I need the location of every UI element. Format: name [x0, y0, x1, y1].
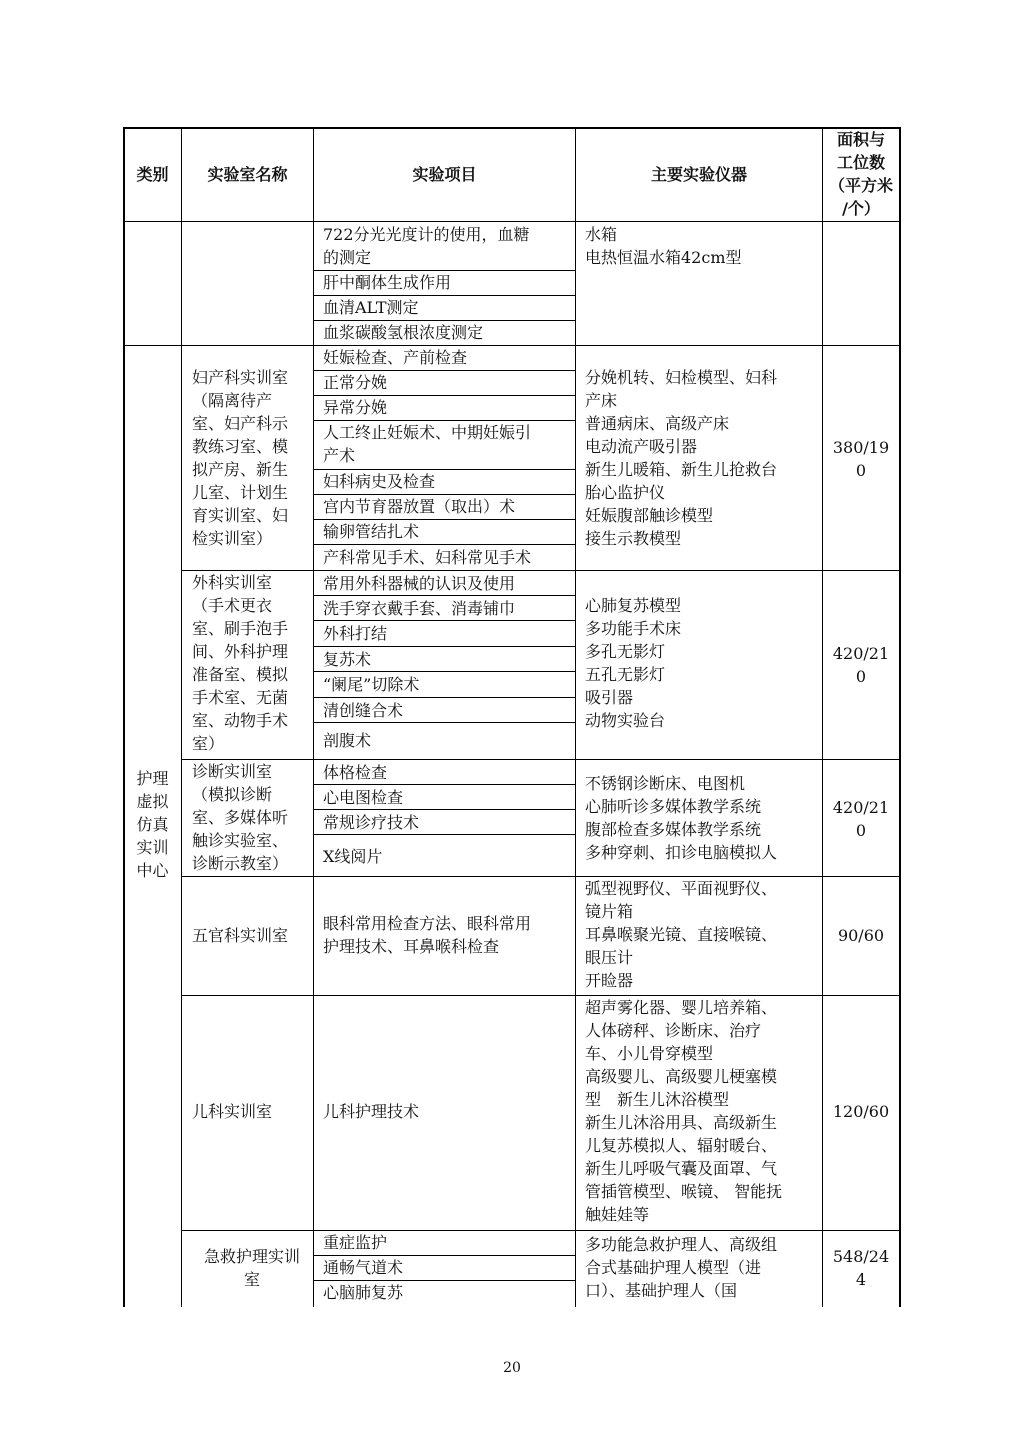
project-cell: 心脑肺复苏	[323, 1283, 404, 1302]
header-room-name: 实验室名称	[207, 165, 288, 184]
room-name-pediatrics: 儿科实训室	[192, 1102, 273, 1121]
room-name-obstetrics: 妇产科实训室 （隔离待产 室、妇产科示 教练习室、模 拟产房、新生 儿室、计划生 育实训室、妇 检实训室）	[192, 368, 289, 548]
header-category: 类别	[136, 165, 169, 184]
project-cell: 血清ALT测定	[323, 298, 419, 317]
instruments-cell: 不锈钢诊断床、电图机 心肺听诊多媒体教学系统 腹部检查多媒体教学系统 多种穿刺、扣诊电脑模拟人	[585, 774, 778, 862]
project-cell: 剖腹术	[323, 731, 372, 750]
project-cell: 外科打结	[323, 624, 388, 643]
area-cell: 548/24 4	[832, 1247, 890, 1289]
category-cell: 护理 虚拟 仿真 实训 中心	[136, 769, 169, 880]
project-cell: 人工终止妊娠术、中期妊娠引 产术	[323, 423, 532, 465]
area-cell: 380/19 0	[832, 438, 890, 480]
project-cell: 输卵管结扎术	[323, 522, 420, 541]
room-name-diagnosis: 诊断实训室 （模拟诊断 室、多媒体听 触诊实验室、 诊断示教室）	[192, 762, 289, 873]
project-cell: 722分光光度计的使用，血糖 的测定	[323, 225, 530, 267]
project-cell: 洗手穿衣戴手套、消毒铺巾	[323, 599, 516, 618]
room-name-surgery: 外科实训室 （手术更衣 室、刷手泡手 间、外科护理 准备室、模拟 手术室、无菌 室、动物手术 室）	[192, 573, 289, 753]
page-number: 20	[503, 1360, 521, 1376]
project-cell: “阑尾”切除术	[323, 675, 420, 694]
project-cell: 宫内节育器放置（取出）术	[323, 497, 516, 516]
area-cell: 420/21 0	[832, 798, 890, 840]
header-area: 面积与 工位数 （平方米 /个）	[828, 130, 893, 218]
project-cell: 妊娠检查、产前检查	[323, 348, 468, 367]
project-cell: 正常分娩	[323, 373, 388, 392]
project-cell: 眼科常用检查方法、眼科常用 护理技术、耳鼻喉科检查	[323, 914, 532, 956]
instruments-cell: 超声雾化器、婴儿培养箱、 人体磅秤、诊断床、治疗 车、小儿骨穿模型 高级婴儿、高级婴儿梗塞模 型 新生儿沐浴模型 新生儿沐浴用具、高级新生 儿复苏模拟人、辐射暖台、 新生儿呼吸气囊及面罩、气 管插管模型、喉镜、 智能抚 触娃娃等	[585, 998, 783, 1224]
header-instruments: 主要实验仪器	[650, 165, 747, 184]
project-cell: 清创缝合术	[323, 701, 404, 720]
project-cell: 复苏术	[323, 650, 372, 669]
area-cell: 120/60	[832, 1102, 890, 1121]
room-name-emergency: 急救护理实训 室	[203, 1247, 300, 1289]
area-cell: 90/60	[837, 926, 885, 945]
instruments-cell: 弧型视野仪、平面视野仪、 镜片箱 耳鼻喉聚光镜、直接喉镜、 眼压计 开睑器	[585, 879, 778, 990]
instruments-cell: 分娩机转、妇检模型、妇科 产床 普通病床、高级产床 电动流产吸引器 新生儿暖箱、新生儿抢救台 胎心监护仪 妊娠腹部触诊模型 接生示教模型	[585, 368, 778, 548]
instruments-cell: 多功能急救护理人、高级组 合式基础护理人模型（进 口）、基础护理人（国	[585, 1235, 778, 1300]
project-cell: 妇科病史及检查	[323, 472, 436, 491]
project-cell: 重症监护	[323, 1233, 388, 1252]
project-cell: 产科常见手术、妇科常见手术	[323, 548, 532, 567]
project-cell: 常用外科器械的认识及使用	[323, 574, 516, 593]
project-cell: 肝中酮体生成作用	[323, 273, 452, 292]
instruments-cell: 水箱 电热恒温水箱42cm型	[585, 225, 742, 267]
project-cell: 心电图检查	[323, 788, 404, 807]
project-cell: X线阅片	[323, 847, 383, 866]
header-project: 实验项目	[412, 165, 477, 184]
room-name-ent: 五官科实训室	[192, 926, 289, 945]
project-cell: 血浆碳酸氢根浓度测定	[323, 323, 484, 342]
project-cell: 常规诊疗技术	[323, 813, 420, 832]
project-cell: 异常分娩	[323, 398, 388, 417]
area-cell: 420/21 0	[832, 644, 890, 686]
project-cell: 体格检查	[323, 763, 388, 782]
project-cell: 通畅气道术	[323, 1258, 404, 1277]
instruments-cell: 心肺复苏模型 多功能手术床 多孔无影灯 五孔无影灯 吸引器 动物实验台	[585, 596, 682, 730]
project-cell: 儿科护理技术	[323, 1102, 420, 1121]
